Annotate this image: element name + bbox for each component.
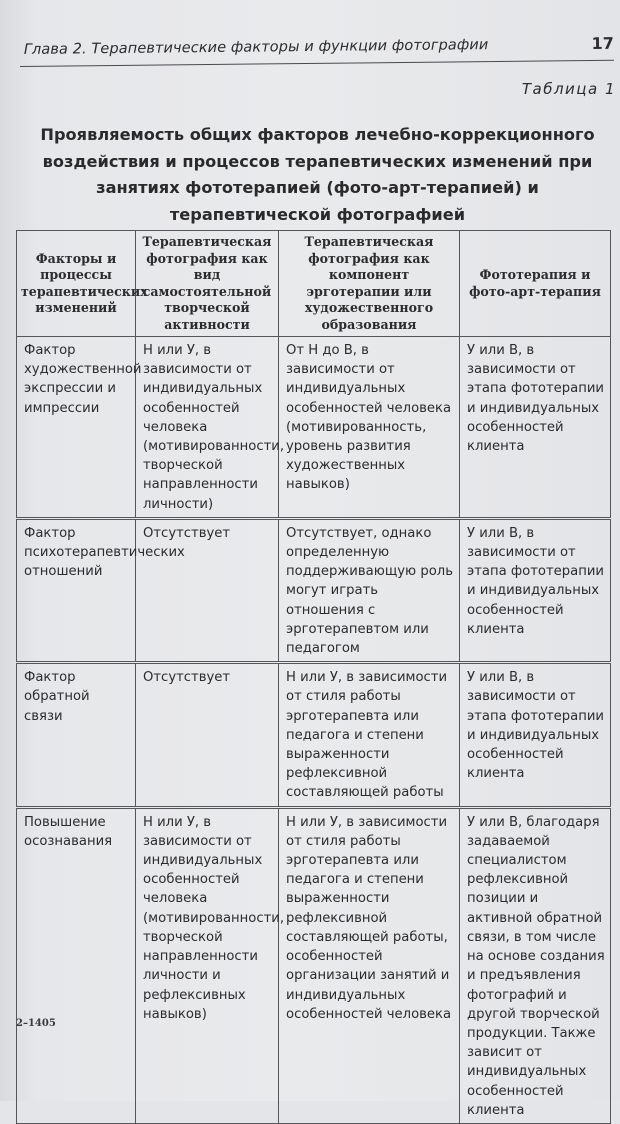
cell-factor: Фактор психотерапевтических отношений (17, 518, 136, 662)
running-header (20, 34, 614, 67)
factors-table (16, 230, 611, 1124)
cell-ergotherapy: От Н до В, в зависимости от индивидуальных особенностей человека (мотивированность, уровень развития художественных навыков) (279, 337, 460, 519)
cell-self-activity: Н или У, в зависимости от индивидуальных особенностей человека (мотивированности, творческой направленности личности) (136, 337, 279, 519)
table-heading: Проявляемость общих факторов лечебно-коррекционного воздействия и процессов терапевтических изменений при занятиях фототерапией (фото-арт-терапией) и терапевтической фотографией (40, 125, 595, 224)
cell-self-activity: Отсутствует (136, 663, 279, 807)
column-header-factor: Факторы и процессы терапевтических изменений (17, 231, 136, 337)
cell-self-activity: Отсутствует (136, 518, 279, 662)
table-row (17, 518, 611, 662)
cell-factor: Фактор художественной экспрессии и импрессии (17, 337, 136, 519)
cell-ergotherapy: Н или У, в зависимости от стиля работы эрготерапевта или педагога и степени выраженности рефлексивной составляющей работы (279, 663, 460, 807)
cell-phototherapy: У или В, в зависимости от этапа фототерапии и индивидуальных особенностей клиента (460, 518, 611, 662)
table-row (17, 807, 611, 1123)
column-header-ergotherapy: Терапевтическая фотография как компонент эрготерапии или художественного образования (279, 231, 460, 337)
cell-factor: Фактор обратной связи (17, 663, 136, 807)
printer-signature: 2–1405 (16, 1018, 56, 1029)
table-row (17, 663, 611, 807)
cell-self-activity: Н или У, в зависимости от индивидуальных особенностей человека (мотивированности, творческой направленности личности и рефлексивных навыков) (136, 807, 279, 1123)
column-header-self-activity: Терапевтическая фотография как вид самостоятельной творческой активности (136, 231, 279, 337)
page-number: 17 (591, 33, 614, 54)
cell-phototherapy: У или В, в зависимости от этапа фототерапии и индивидуальных особенностей клиента (460, 663, 611, 807)
cell-ergotherapy: Отсутствует, однако определенную поддерживающую роль могут играть отношения с эрготерапевтом или педагогом (279, 518, 460, 662)
cell-phototherapy: У или В, в зависимости от этапа фототерапии и индивидуальных особенностей клиента (460, 337, 611, 519)
table-header-row (17, 231, 611, 337)
cell-phototherapy: У или В, благодаря задаваемой специалистом рефлексивной позиции и активной обратной связи, в том числе на основе создания и предъявления фотографий и другой творческой продукции. Также зависит от индивидуальных особенностей клиента (460, 807, 611, 1123)
cell-factor: Повышение осознавания (17, 807, 136, 1123)
cell-ergotherapy: Н или У, в зависимости от стиля работы эрготерапевта или педагога и степени выраженности рефлексивной составляющей работы, особенностей организации занятий и индивидуальных особенностей человека (279, 807, 460, 1123)
chapter-title: Глава 2. Терапевтические факторы и функции фотографии (23, 37, 489, 58)
table-row (17, 337, 611, 519)
table-label: Таблица 1 (521, 80, 616, 98)
column-header-phototherapy: Фототерапия и фото-арт-терапия (460, 231, 611, 337)
